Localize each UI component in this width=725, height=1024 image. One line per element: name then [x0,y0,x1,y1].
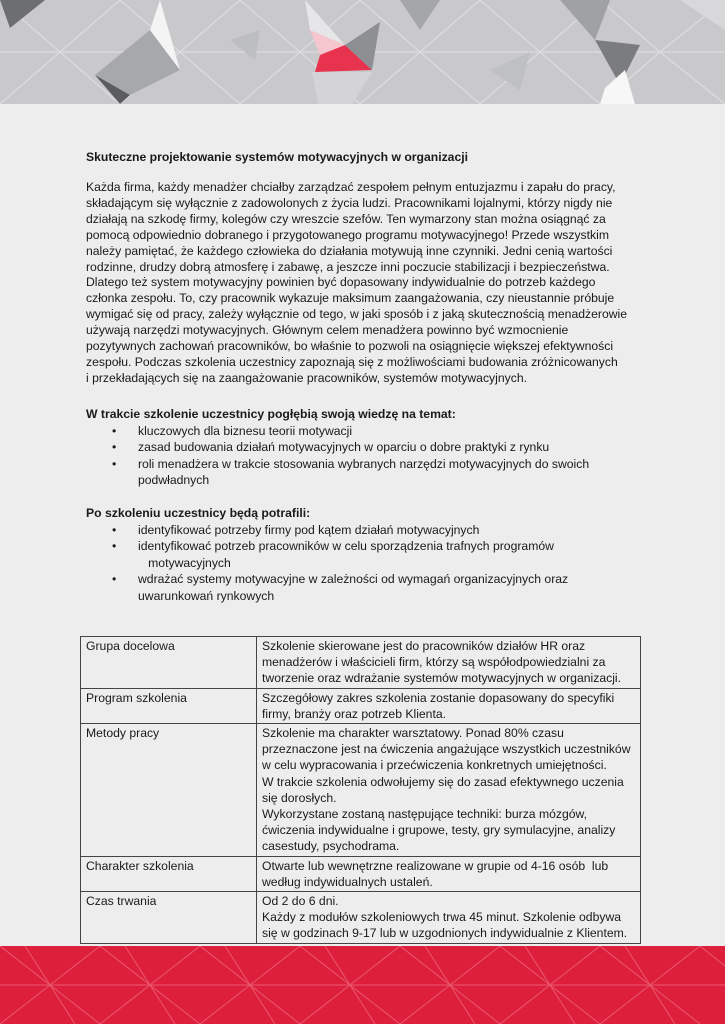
list-item-text: identyfikować potrzeb pracowników w celu sporządzenia trafnych programów [138,539,554,554]
row-value-line: casestudy, psychodrama. [262,839,400,854]
table-row [81,892,641,944]
intro-line: członka zespołu. To, czy pracownik wykazuje maksimum zaangażowania, czy nieustannie próbuje [86,291,615,306]
row-value [257,724,641,857]
row-value-line: Wykorzystane zostaną następujące techniki: burza mózgów, [262,807,588,822]
knowledge-section-heading: W trakcie szkolenie uczestnicy pogłębią swoją wiedzę na temat: [86,407,456,421]
knowledge-list [86,423,646,489]
row-value [257,637,641,689]
row-value-line: według indywidualnych ustaleń. [262,874,433,889]
row-value-line: Otwarte lub wewnętrzne realizowane w grupie od 4-16 osób lub [262,858,609,873]
row-value [257,892,641,944]
intro-line: używają narzędzi motywacyjnych. Głównym celem menadżera powinno być wzmocnienie [86,323,569,338]
table-row [81,724,641,857]
intro-line: działają na szkodę firmy, kolegów czy wreszcie szefów. Ten wymarzony stan można osiągnąć za [86,211,606,226]
list-item-text: podwładnych [138,473,210,488]
row-value-line: przeznaczone jest na ćwiczenia angażujące wszystkich uczestników [262,742,631,757]
header-decorative-band [0,0,725,104]
row-label: Metody pracy [81,724,257,857]
row-value-line: się w godzinach 9-17 lub w uzgodnionych indywidualnie z Klientem. [262,926,628,941]
row-value-line: Od 2 do 6 dni. [262,894,339,909]
row-value [257,856,641,891]
row-value-line: się dorosłych. [262,790,337,805]
row-label: Grupa docelowa [81,637,257,689]
list-item [86,439,646,455]
geometric-pattern-header [0,0,725,104]
list-item [86,522,646,538]
row-value-line: Szkolenie ma charakter warsztatowy. Ponad 80% czasu [262,726,564,741]
table-row [81,856,641,891]
intro-line: Każda firma, każdy menadżer chciałby zarządzać zespołem pełnym entuzjazmu i zapału do pracy, [86,180,616,194]
bullet-icon: • [112,440,117,455]
list-item-text: wdrażać systemy motywacyjne w zależności od wymagań organizacyjnych oraz [138,572,569,587]
intro-line: wymigać się od pracy, zależy wyłącznie od tego, w jaki sposób i z jaką skutecznością menadżerowie [86,307,628,322]
row-value-line: W trakcie szkolenia odwołujemy się do zasad efektywnego uczenia [262,774,624,789]
row-value-line: Szkolenie skierowane jest do pracowników działów HR oraz [262,639,586,653]
bullet-icon: • [112,539,117,554]
bullet-icon: • [112,572,117,587]
bullet-icon: • [112,456,117,471]
list-item-text: zasad budowania działań motywacyjnych w oparciu o dobre praktyki z rynku [138,440,550,455]
row-label: Program szkolenia [81,688,257,723]
training-info-table [80,636,641,944]
intro-line: Dlatego też system motywacyjny powinien być dopasowany indywidualnie do potrzeb każdego [86,275,596,290]
list-item [86,571,646,604]
list-item-text: uwarunkowań rynkowych [138,588,275,603]
row-label: Czas trwania [81,892,257,944]
row-label: Charakter szkolenia [81,856,257,891]
skills-section-heading: Po szkoleniu uczestnicy będą potrafili: [86,506,311,520]
row-value-line: Każdy z modułów szkoleniowych trwa 45 minut. Szkolenie odbywa [262,910,622,925]
intro-line: pomocą odpowiednio dobranego i przygotowanego programu motywacyjnego! Przede wszystkim [86,227,609,242]
geometric-pattern-footer [0,946,725,1024]
table-row [81,688,641,723]
intro-line: zespołu. Podczas szkolenia uczestnicy zapoznają się z możliwościami budowania zróżnicowanych [86,354,618,369]
row-value-line: menadżerów i właścicieli firm, którzy są współodpowiedzialni za [262,655,606,670]
list-item-text: roli menadżera w trakcie stosowania wybranych narzędzi motywacyjnych do swoich [138,456,590,471]
row-value-line: tworzenie oraz wdrażanie systemów motywacyjnych w organizacji. [262,671,621,686]
bullet-icon: • [112,523,117,537]
row-value-line: Szczegółowy zakres szkolenia zostanie dopasowany do specyfiki [262,690,615,705]
intro-paragraph [86,180,646,387]
list-item [86,423,646,439]
table-row [81,637,641,689]
list-item [86,456,646,489]
bullet-icon: • [112,424,117,438]
row-value-line: firmy, branży oraz potrzeb Klienta. [262,706,447,721]
row-value-line: ćwiczenia indywidualne i grupowe, testy, gry symulacyjne, analizy [262,823,616,838]
document-title: Skuteczne projektowanie systemów motywacyjnych w organizacji [86,150,468,164]
list-item [86,538,646,571]
intro-line: pozytywnych zachowań pracowników, bo właśnie to pozwoli na osiągnięcie większej efektywności [86,339,614,354]
intro-line: rodzinne, drudzy dobrą atmosferę i zabawę, a jeszcze inni poczucie stabilizacji i bezpieczeństwa. [86,259,610,274]
list-item-text: identyfikować potrzeby firmy pod kątem działań motywacyjnych [138,523,480,537]
intro-line: i przekładających się na zaangażowanie pracowników, systemów motywacyjnych. [86,370,527,385]
row-value-line: w celu wypracowania i przećwiczenia konkretnych umiejętności. [262,758,607,773]
footer-decorative-band [0,946,725,1024]
row-value [257,688,641,723]
skills-list [86,522,646,604]
intro-line: należy pamiętać, że każdego człowieka do działania motywują inne czynniki. Jedni cenią wartości [86,243,613,258]
intro-line: składającym się wyłącznie z zadowolonych z życia ludzi. Pracownikami lojalnymi, którzy nigdy nie [86,195,613,210]
list-item-text: kluczowych dla biznesu teorii motywacji [138,424,353,438]
list-item-text: motywacyjnych [138,555,231,570]
